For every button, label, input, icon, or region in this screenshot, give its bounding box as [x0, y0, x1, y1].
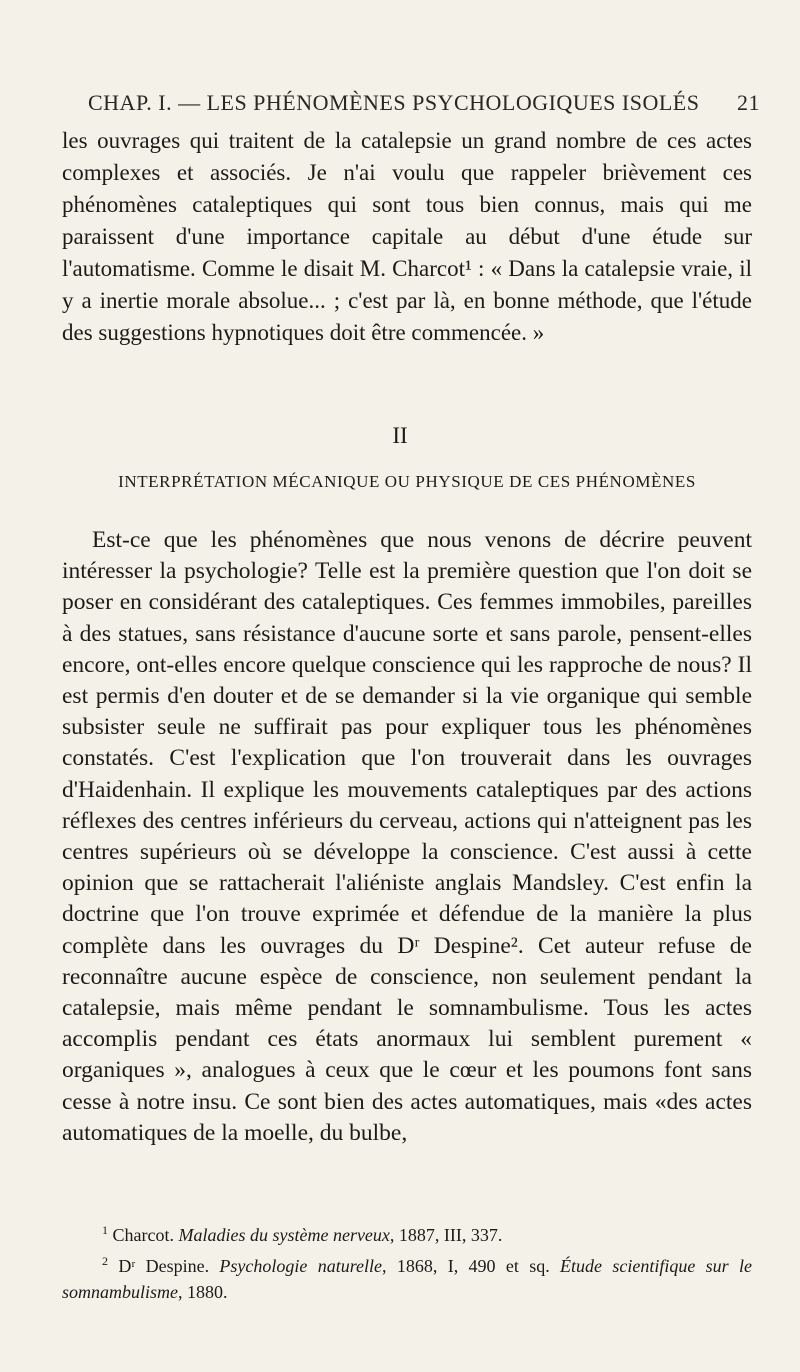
footnote-details: , 1887, III, 337.	[389, 1225, 503, 1245]
footnote-work-2: Étude scientifique sur le somnambulisme	[62, 1256, 753, 1302]
footnotes	[62, 1217, 752, 1305]
footnote-author: Charcot.	[112, 1225, 174, 1245]
footnote-work: Maladies du système nerveux	[178, 1225, 390, 1245]
footnote-1	[62, 1217, 752, 1248]
footnote-mark: 1	[102, 1223, 108, 1237]
page-number: 21	[737, 90, 760, 115]
footnote-author: Dʳ Despine.	[118, 1256, 210, 1276]
footnote-mark: 2	[102, 1254, 108, 1268]
footnote-work: Psychologie naturelle	[219, 1256, 383, 1276]
footnote-details: , 1868, I, 490 et sq.	[382, 1256, 550, 1276]
footnote-details-2: , 1880.	[178, 1282, 228, 1302]
paragraph-continued: les ouvrages qui traitent de la catalepsie un grand nombre de ces actes complexes et associés. Je n'ai voulu que rappeler brièvement ces phénomènes cataleptiques qui sont tous bien connus, mais qui me paraissent d'une importance capitale au début d'une étude sur l'automatisme. Comme le disait M. Charcot¹ : « Dans la catalepsie vraie, il y a inertie morale absolue... ; c'est par là, en bonne méthode, que l'étude des suggestions hypnotiques doit être commencée. »	[62, 128, 752, 345]
chapter-title: CHAP. I. — LES PHÉNOMÈNES PSYCHOLOGIQUES ISOLÉS	[88, 90, 700, 115]
paragraph-main: Est-ce que les phénomènes que nous venons de décrire peuvent intéresser la psychologie? Telle est la première question que l'on doit se poser en considérant des cataleptiques. Ces femmes immobiles, pareilles à des statues, sans résistance d'aucune sorte et sans parole, pensent-elles encore, ont-elles encore quelque conscience qui les rapproche de nous? Il est permis d'en douter et de se demander si la vie organique qui semble subsister seule ne suffirait pas pour expliquer tous les phénomènes constatés. C'est l'explication que l'on trouverait dans les ouvrages d'Haidenhain. Il explique les mouvements cataleptiques par des actions réflexes des centres inférieurs du cerveau, actions qui n'atteignent pas les centres supérieurs où se développe la conscience. C'est aussi à cette opinion que se rattacherait l'aliéniste anglais Mandsley. C'est enfin la doctrine que l'on trouve exprimée et défendue de la manière la plus complète dans les ouvrages du Dʳ Despine². Cet auteur refuse de reconnaître aucune espèce de conscience, non seulement pendant la catalepsie, mais même pendant le somnambulisme. Tous les actes accomplis pendant ces états anormaux lui semblent purement « organiques », analogues à ceux que le cœur et les poumons font sans cesse à notre insu. Ce sont bien des actes automatiques, mais «des actes automatiques de la moelle, du bulbe,	[62, 527, 752, 1146]
footnote-2	[62, 1248, 752, 1305]
section-title: INTERPRÉTATION MÉCANIQUE OU PHYSIQUE DE CES PHÉNOMÈNES	[118, 472, 696, 491]
section-number: II	[392, 423, 408, 448]
